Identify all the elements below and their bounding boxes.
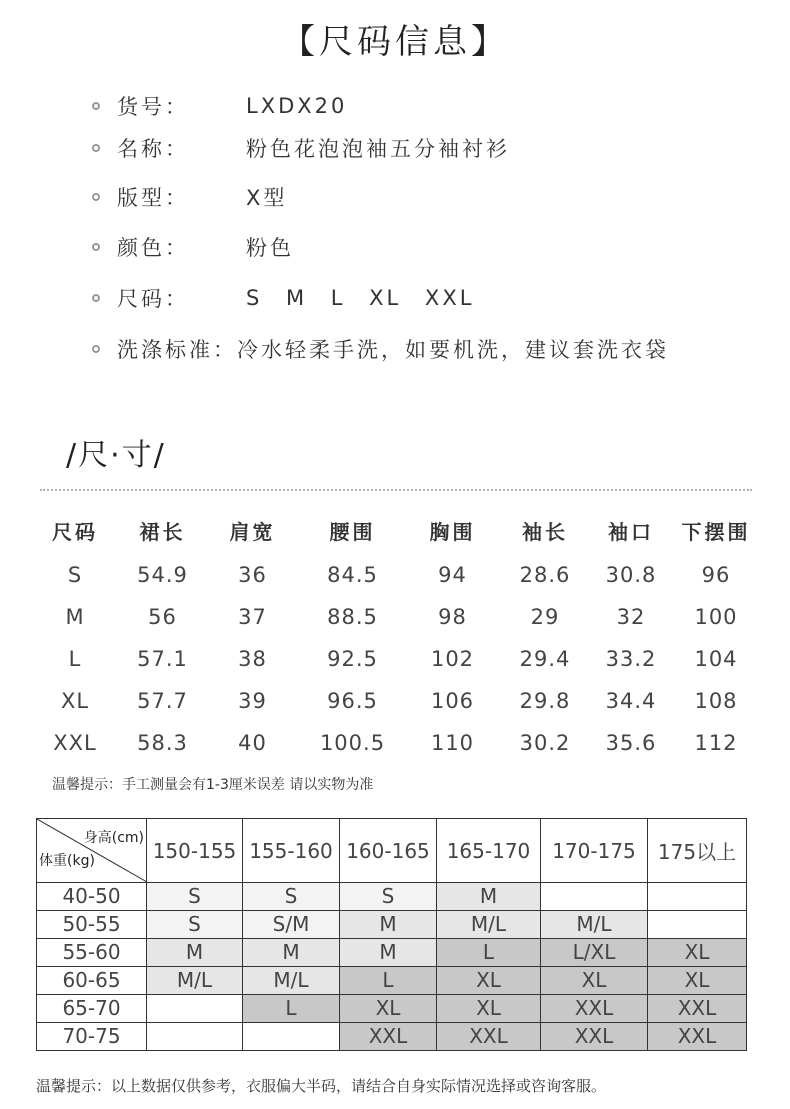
- table-cell: 100: [694, 605, 738, 629]
- size-cell: XL: [437, 967, 541, 995]
- size-cell: XL: [340, 995, 437, 1023]
- table-row: [30, 554, 760, 596]
- size-cell: S: [340, 883, 437, 911]
- reference-note: 温馨提示：以上数据仅供参考，衣服偏大半码，请结合自身实际情况选择或咨询客服。: [36, 1077, 607, 1095]
- weight-cell: 65-70: [37, 995, 147, 1023]
- circle-bullet-icon: [92, 144, 100, 152]
- height-header: 170-175: [541, 819, 648, 883]
- table-cell: 94: [438, 563, 467, 587]
- size-recommendation-table: [36, 818, 747, 1051]
- table-cell: 30.2: [519, 731, 571, 755]
- size-table-header: [30, 506, 760, 554]
- size-cell: [147, 1023, 243, 1051]
- size-cell: M: [147, 939, 243, 967]
- table-cell: 37: [238, 605, 267, 629]
- size-cell: S/M: [243, 911, 340, 939]
- table-row: [37, 967, 747, 995]
- size-table: [30, 506, 760, 764]
- size-cell: M/L: [147, 967, 243, 995]
- height-header: 160-165: [340, 819, 437, 883]
- page-title: 【尺码信息】: [281, 22, 509, 62]
- size-cell: XL: [648, 939, 747, 967]
- table-cell: 108: [694, 689, 738, 713]
- table-cell: 28.6: [519, 563, 571, 587]
- table-cell: 36: [238, 563, 267, 587]
- size-cell: M/L: [541, 911, 648, 939]
- info-label: 尺码：: [117, 287, 189, 311]
- size-cell: M: [243, 939, 340, 967]
- table-row: [37, 995, 747, 1023]
- size-cell: [147, 995, 243, 1023]
- size-cell: S: [147, 911, 243, 939]
- size-cell: M: [340, 939, 437, 967]
- table-cell: 88.5: [327, 605, 378, 629]
- table-cell: S: [67, 563, 83, 587]
- info-value: X型: [246, 186, 288, 210]
- section-title: /尺·寸/: [66, 438, 166, 473]
- circle-bullet-icon: [92, 102, 100, 110]
- size-cell: [541, 883, 648, 911]
- table-cell: L: [68, 647, 82, 671]
- info-value: 粉色: [246, 236, 294, 260]
- size-cell: XXL: [340, 1023, 437, 1051]
- column-header: 袖口: [608, 519, 654, 544]
- size-cell: XXL: [541, 1023, 648, 1051]
- corner-cell: [37, 819, 147, 883]
- table-cell: XXL: [53, 731, 97, 755]
- table-cell: 57.1: [137, 647, 188, 671]
- table-row: [37, 911, 747, 939]
- size-cell: L: [437, 939, 541, 967]
- column-header: 肩宽: [229, 519, 276, 544]
- table-cell: M: [65, 605, 85, 629]
- table-cell: 110: [430, 731, 475, 755]
- column-header: 尺码: [52, 519, 98, 544]
- circle-bullet-icon: [92, 193, 100, 201]
- circle-bullet-icon: [92, 294, 100, 302]
- column-header: 腰围: [329, 519, 376, 544]
- size-cell: XXL: [437, 1023, 541, 1051]
- circle-bullet-icon: [92, 345, 100, 353]
- height-header: 175以上: [648, 819, 747, 883]
- table-cell: 100.5: [319, 731, 386, 755]
- size-cell: XXL: [648, 1023, 747, 1051]
- table-cell: 106: [430, 689, 475, 713]
- table-row: [37, 1023, 747, 1051]
- table-cell: 39: [238, 689, 267, 713]
- column-header: 下摆围: [681, 519, 751, 544]
- circle-bullet-icon: [92, 243, 100, 251]
- table-cell: 29.4: [519, 647, 571, 671]
- info-row-item-no: [92, 88, 347, 124]
- size-cell: M/L: [243, 967, 340, 995]
- size-cell: XL: [541, 967, 648, 995]
- size-cell: M: [437, 883, 541, 911]
- column-header: 胸围: [429, 519, 476, 544]
- table-row: [30, 638, 760, 680]
- rec-table-header: [37, 819, 747, 883]
- table-cell: 96: [701, 563, 731, 587]
- table-cell: 40: [238, 731, 267, 755]
- table-cell: 56: [148, 605, 177, 629]
- table-cell: 38: [238, 647, 267, 671]
- info-value: LXDX20: [246, 94, 348, 118]
- size-cell: L: [340, 967, 437, 995]
- info-label: 货号：: [117, 95, 189, 119]
- info-row-color: [92, 229, 294, 265]
- size-cell: L: [243, 995, 340, 1023]
- table-row: [37, 883, 747, 911]
- table-cell: 30.8: [605, 563, 657, 587]
- size-cell: [648, 883, 747, 911]
- table-cell: 98: [438, 605, 467, 629]
- table-cell: 54.9: [137, 563, 188, 587]
- table-cell: 29.8: [519, 689, 571, 713]
- info-label: 颜色：: [117, 236, 189, 260]
- info-label: 名称：: [117, 137, 189, 161]
- column-header: 裙长: [139, 519, 186, 544]
- size-cell: XL: [437, 995, 541, 1023]
- height-header: 155-160: [243, 819, 340, 883]
- table-cell: XL: [60, 689, 90, 713]
- height-header: 165-170: [437, 819, 541, 883]
- table-cell: 33.2: [605, 647, 657, 671]
- size-cell: XXL: [541, 995, 648, 1023]
- info-row-fit: [92, 179, 287, 215]
- table-cell: 92.5: [327, 647, 378, 671]
- info-value: 冷水轻柔手洗，如要机洗，建议套洗衣袋: [237, 338, 669, 362]
- table-row: [30, 722, 760, 764]
- info-row-sizes: [92, 280, 474, 316]
- table-row: [30, 596, 760, 638]
- table-cell: 96.5: [327, 689, 378, 713]
- size-cell: S: [147, 883, 243, 911]
- table-cell: 29: [530, 605, 560, 629]
- size-cell: L/XL: [541, 939, 648, 967]
- table-cell: 84.5: [327, 563, 378, 587]
- weight-cell: 40-50: [37, 883, 147, 911]
- weight-axis-label: 体重(kg): [39, 853, 95, 869]
- table-row: [30, 680, 760, 722]
- size-cell: [243, 1023, 340, 1051]
- table-cell: 112: [694, 731, 738, 755]
- table-cell: 57.7: [137, 689, 188, 713]
- table-cell: 34.4: [605, 689, 657, 713]
- info-value: 粉色花泡泡袖五分袖衬衫: [246, 137, 510, 161]
- weight-cell: 55-60: [37, 939, 147, 967]
- size-cell: S: [243, 883, 340, 911]
- table-cell: 35.6: [605, 731, 657, 755]
- table-cell: 102: [430, 647, 475, 671]
- size-cell: XL: [648, 967, 747, 995]
- size-cell: [648, 911, 747, 939]
- table-row: [37, 939, 747, 967]
- info-row-name: [92, 130, 510, 166]
- dotted-divider: [40, 489, 752, 491]
- weight-cell: 50-55: [37, 911, 147, 939]
- weight-cell: 60-65: [37, 967, 147, 995]
- info-label: 洗涤标准：: [117, 338, 237, 362]
- column-header: 袖长: [522, 519, 568, 544]
- table-cell: 58.3: [137, 731, 188, 755]
- size-cell: M/L: [437, 911, 541, 939]
- info-row-washing: [92, 331, 669, 367]
- info-value: S M L XL XXL: [246, 286, 475, 310]
- height-header: 150-155: [147, 819, 243, 883]
- size-cell: M: [340, 911, 437, 939]
- measurement-note: 温馨提示：手工测量会有1-3厘米误差 请以实物为准: [52, 777, 374, 793]
- info-label: 版型：: [117, 186, 189, 210]
- size-cell: XXL: [648, 995, 747, 1023]
- height-axis-label: 身高(cm): [83, 830, 144, 846]
- weight-cell: 70-75: [37, 1023, 147, 1051]
- table-cell: 104: [694, 647, 738, 671]
- table-cell: 32: [616, 605, 646, 629]
